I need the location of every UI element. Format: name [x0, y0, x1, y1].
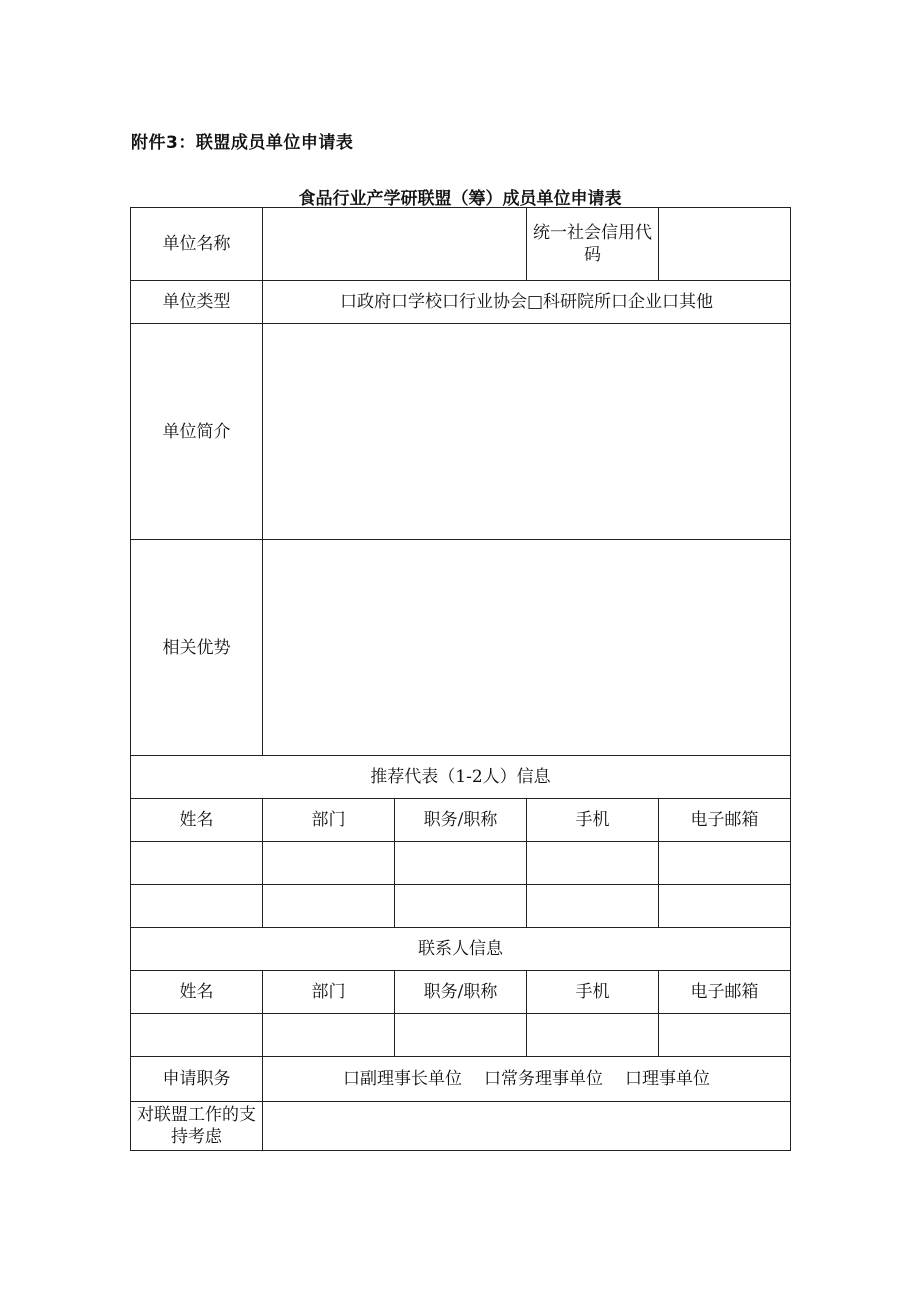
application-form-table	[130, 207, 791, 1151]
header-mobile: 手机	[527, 971, 659, 1014]
department-field[interactable]	[263, 842, 395, 885]
apply-position-row	[131, 1057, 791, 1102]
contact-section-row	[131, 928, 791, 971]
recommended-section-title: 推荐代表（1-2人）信息	[131, 756, 791, 799]
unit-name-row	[131, 208, 791, 281]
option-vice-chairman-unit[interactable]: 口副理事长单位	[343, 1069, 462, 1089]
email-field[interactable]	[659, 885, 791, 928]
support-label: 对联盟工作的支持考虑	[131, 1102, 263, 1151]
advantages-field[interactable]	[263, 540, 791, 756]
unit-type-label: 单位类型	[131, 281, 263, 324]
header-name: 姓名	[131, 971, 263, 1014]
recommended-entry-row	[131, 885, 791, 928]
title-field[interactable]	[395, 1014, 527, 1057]
contact-section-title: 联系人信息	[131, 928, 791, 971]
unit-name-field[interactable]	[263, 208, 527, 281]
header-title: 职务/职称	[395, 971, 527, 1014]
email-field[interactable]	[659, 842, 791, 885]
header-department: 部门	[263, 799, 395, 842]
header-name: 姓名	[131, 799, 263, 842]
name-field[interactable]	[131, 1014, 263, 1057]
credit-code-field[interactable]	[659, 208, 791, 281]
unit-intro-label: 单位简介	[131, 324, 263, 540]
name-field[interactable]	[131, 842, 263, 885]
department-field[interactable]	[263, 1014, 395, 1057]
form-title: 食品行业产学研联盟（筹）成员单位申请表	[298, 189, 622, 209]
contact-entry-row	[131, 1014, 791, 1057]
credit-code-label: 统一社会信用代码	[527, 208, 659, 281]
unit-intro-row	[131, 324, 791, 540]
apply-position-options	[263, 1057, 791, 1102]
title-field[interactable]	[395, 885, 527, 928]
option-director-unit[interactable]: 口理事单位	[625, 1069, 710, 1089]
unit-type-options[interactable]: 口政府口学校口行业协会□科研院所口企业口其他	[263, 281, 791, 324]
header-department: 部门	[263, 971, 395, 1014]
advantages-row	[131, 540, 791, 756]
attachment-title: 附件3：联盟成员单位申请表	[131, 133, 354, 153]
mobile-field[interactable]	[527, 842, 659, 885]
recommended-section-row	[131, 756, 791, 799]
advantages-label: 相关优势	[131, 540, 263, 756]
department-field[interactable]	[263, 885, 395, 928]
contact-header-row	[131, 971, 791, 1014]
header-mobile: 手机	[527, 799, 659, 842]
unit-name-label: 单位名称	[131, 208, 263, 281]
unit-intro-field[interactable]	[263, 324, 791, 540]
header-title: 职务/职称	[395, 799, 527, 842]
header-email: 电子邮箱	[659, 799, 791, 842]
unit-type-row	[131, 281, 791, 324]
option-standing-director-unit[interactable]: 口常务理事单位	[484, 1069, 603, 1089]
support-field[interactable]	[263, 1102, 791, 1151]
support-row	[131, 1102, 791, 1151]
mobile-field[interactable]	[527, 1014, 659, 1057]
email-field[interactable]	[659, 1014, 791, 1057]
recommended-entry-row	[131, 842, 791, 885]
title-field[interactable]	[395, 842, 527, 885]
recommended-header-row	[131, 799, 791, 842]
header-email: 电子邮箱	[659, 971, 791, 1014]
mobile-field[interactable]	[527, 885, 659, 928]
apply-position-label: 申请职务	[131, 1057, 263, 1102]
name-field[interactable]	[131, 885, 263, 928]
